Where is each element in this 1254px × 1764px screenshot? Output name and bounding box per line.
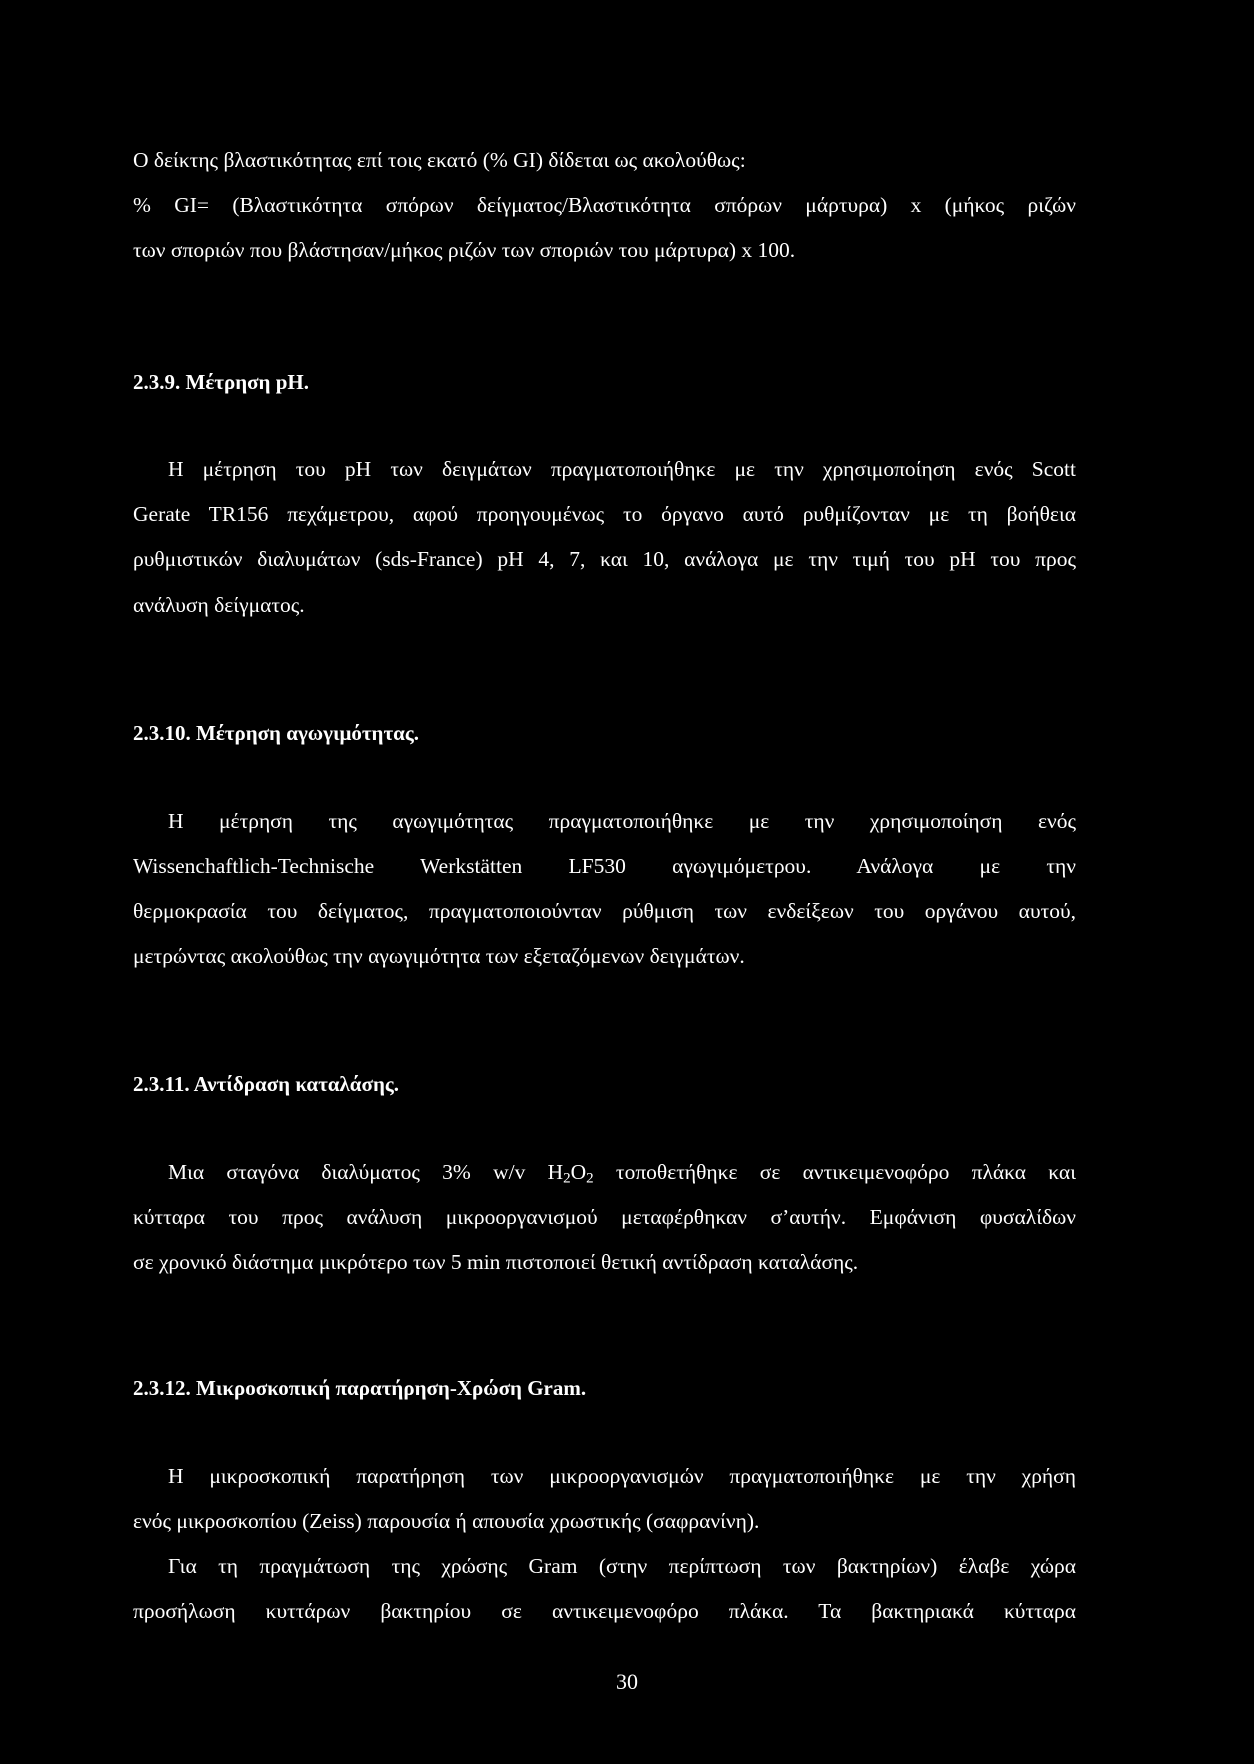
- catalase-paragraph-line-3: σε χρονικό διάστημα μικρότερο των 5 min πιστοποιεί θετική αντίδραση καταλάσης.: [133, 1250, 859, 1274]
- section-heading-catalase: 2.3.11. Αντίδραση καταλάσης.: [133, 1072, 399, 1096]
- microscopy-paragraph-line-1: Η μικροσκοπική παρατήρηση των μικροοργανισμών πραγματοποιήθηκε με την χρήση: [168, 1464, 1076, 1488]
- ph-paragraph-line-1: Η μέτρηση του pH των δειγμάτων πραγματοποιήθηκε με την χρησιμοποίηση ενός Scott: [168, 457, 1076, 481]
- gi-intro-line: Ο δείκτης βλαστικότητας επί τοις εκατό (% GI) δίδεται ως ακολούθως:: [133, 148, 746, 172]
- conductivity-paragraph-line-1: Η μέτρηση της αγωγιμότητας πραγματοποιήθηκε με την χρησιμοποίηση ενός: [168, 809, 1076, 833]
- conductivity-paragraph-line-4: μετρώντας ακολούθως την αγωγιμότητα των εξεταζόμενων δειγμάτων.: [133, 944, 745, 968]
- h2o2-subscript-h: 2: [563, 1170, 571, 1187]
- catalase-text-post: τοποθετήθηκε σε αντικειμενοφόρο πλάκα και: [593, 1160, 1076, 1184]
- ph-paragraph-line-2: Gerate TR156 πεχάμετρου, αφού προηγουμένως το όργανο αυτό ρυθμίζονταν με τη βοήθεια: [133, 502, 1076, 526]
- catalase-text-o: O: [570, 1160, 587, 1184]
- section-heading-gram: 2.3.12. Μικροσκοπική παρατήρηση-Χρώση Gram.: [133, 1376, 587, 1400]
- catalase-paragraph-line-2: κύτταρα του προς ανάλυση μικροοργανισμού μεταφέρθηκαν σ’αυτήν. Εμφάνιση φυσαλίδων: [133, 1205, 1076, 1229]
- conductivity-paragraph-line-2: Wissenchaftlich-Technische Werkstätten LF530 αγωγιμόμετρου. Ανάλογα με την: [133, 854, 1076, 878]
- gi-formula-line-2: των σποριών που βλάστησαν/μήκος ριζών των σποριών του μάρτυρα) x 100.: [133, 238, 796, 262]
- catalase-paragraph-line-1: [168, 1158, 1076, 1186]
- microscopy-paragraph-line-2: ενός μικροσκοπίου (Zeiss) παρουσία ή απουσία χρωστικής (σαφρανίνη).: [133, 1509, 760, 1533]
- ph-paragraph-line-3: ρυθμιστικών διαλυμάτων (sds-France) pH 4, 7, και 10, ανάλογα με την τιμή του pH του προς: [133, 547, 1076, 571]
- ph-paragraph-line-4: ανάλυση δείγματος.: [133, 593, 305, 617]
- h2o2-subscript-o: 2: [586, 1170, 594, 1187]
- page-number: 30: [616, 1669, 638, 1694]
- section-heading-ph: 2.3.9. Μέτρηση pH.: [133, 370, 309, 394]
- section-heading-conductivity: 2.3.10. Μέτρηση αγωγιμότητας.: [133, 721, 419, 745]
- gram-paragraph-line-2: προσήλωση κυττάρων βακτηρίου σε αντικειμενοφόρο πλάκα. Τα βακτηριακά κύτταρα: [133, 1599, 1076, 1623]
- gram-paragraph-line-1: Για τη πραγμάτωση της χρώσης Gram (στην περίπτωση των βακτηρίων) έλαβε χώρα: [168, 1554, 1076, 1578]
- conductivity-paragraph-line-3: θερμοκρασία του δείγματος, πραγματοποιούνταν ρύθμιση των ενδείξεων του οργάνου αυτού,: [133, 899, 1076, 923]
- gi-formula-line-1: % GI= (Βλαστικότητα σπόρων δείγματος/Βλαστικότητα σπόρων μάρτυρα) x (μήκος ριζών: [133, 193, 1076, 217]
- catalase-text-pre: Μια σταγόνα διαλύματος 3% w/v H: [168, 1160, 564, 1184]
